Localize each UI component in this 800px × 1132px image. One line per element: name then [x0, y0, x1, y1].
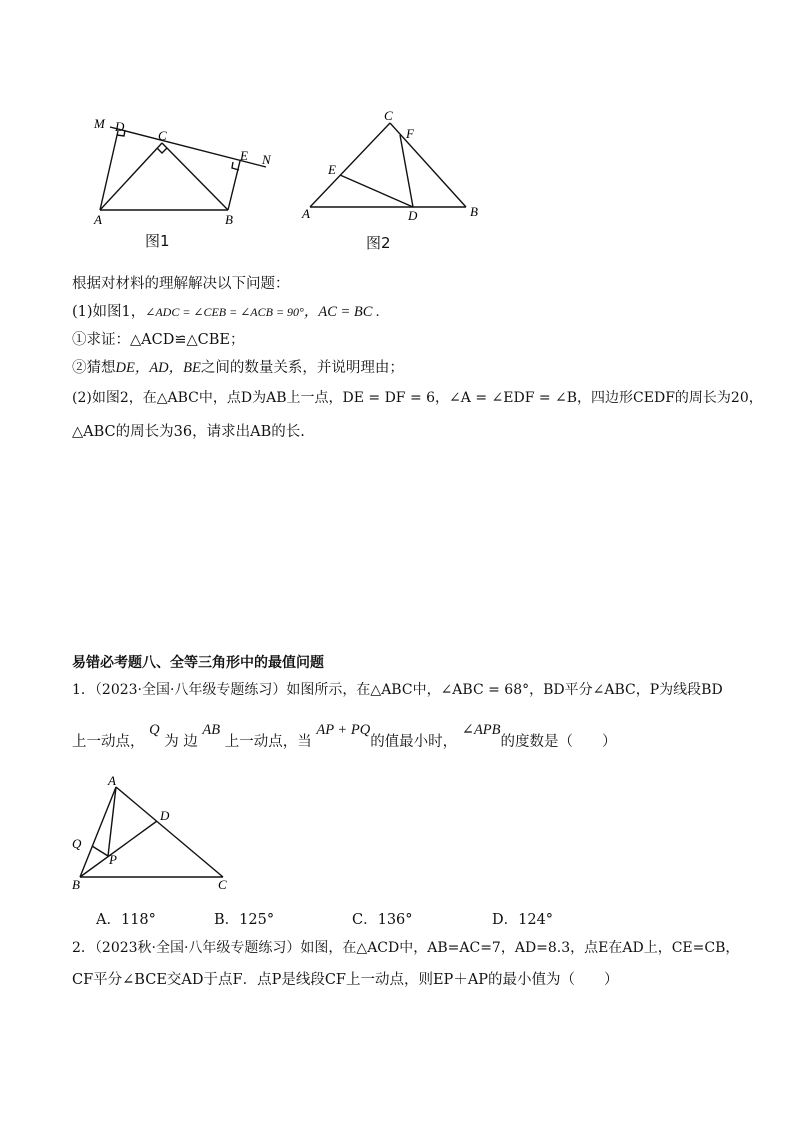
- label-b: B: [470, 204, 478, 219]
- segment-cb: [162, 143, 228, 210]
- problem-1-figure: [68, 772, 238, 892]
- q1-part-i: ①求证：△ACD≌△CBE；: [72, 332, 245, 348]
- p1-text-d: 的值最小时，: [370, 734, 458, 750]
- p1-text-a: 上一动点，: [72, 734, 145, 750]
- q1-ii-prefix: ②猜想: [72, 360, 116, 376]
- q2-line-2: △ABC的周长为36，请求出AB的长.: [72, 424, 305, 440]
- label-d: D: [160, 808, 170, 823]
- p1-text-b: 为 边: [164, 734, 198, 750]
- q1-condition: ∠ADC = ∠CEB = ∠ACB = 90°: [145, 305, 304, 319]
- q1-ii-vars: DE，AD，BE: [115, 360, 201, 376]
- label-a: A: [108, 773, 116, 788]
- label-e: E: [240, 148, 248, 163]
- p1-ab: AB: [202, 722, 221, 738]
- segment-cb: [390, 123, 466, 207]
- label-b: B: [72, 877, 80, 892]
- p1-q: Q: [149, 722, 160, 738]
- q2-line-1: (2)如图2，在△ABC中，点D为AB上一点，DE = DF = 6，∠A = ∠EDF = ∠B，四边形CEDF的周长为20，: [72, 390, 763, 406]
- p1-text-e: 的度数是（ ）: [500, 734, 617, 750]
- label-c: C: [384, 108, 393, 123]
- segment-ad: [100, 131, 118, 210]
- label-m: M: [94, 116, 105, 131]
- label-b: B: [225, 212, 233, 227]
- figure-1-caption: 图1: [145, 232, 170, 250]
- choice-b[interactable]: B．125°: [214, 912, 275, 928]
- label-e: E: [328, 162, 336, 177]
- segment-ac: [310, 123, 390, 207]
- problem-1-line-2: [72, 722, 617, 752]
- figure-2-caption: 图2: [366, 234, 391, 252]
- problem-2-line-2: CF平分∠BCE交AD于点F．点P是线段CF上一动点，则EP＋AP的最小值为（ ）: [72, 972, 619, 988]
- problem-1-line-1: 1．（2023·全国·八年级专题练习）如图所示，在△ABC中，∠ABC = 68°，BD平分∠ABC，P为线段BD: [72, 682, 723, 698]
- intro-text: 根据对材料的理解解决以下问题：: [72, 276, 290, 292]
- segment-ac: [116, 787, 223, 877]
- label-a: A: [302, 206, 310, 221]
- q1-prefix: (1)如图1，: [72, 304, 146, 320]
- segment-qp: [92, 846, 108, 856]
- label-q: Q: [72, 836, 82, 851]
- right-angle-c: [157, 148, 167, 153]
- p1-text-c: 上一动点，当: [224, 734, 312, 750]
- label-d: D: [408, 208, 418, 223]
- figure-1: [88, 110, 288, 230]
- figure-2: [296, 108, 496, 223]
- label-c: C: [218, 877, 227, 892]
- choice-c[interactable]: C．136°: [352, 912, 413, 928]
- label-a: A: [94, 212, 102, 227]
- problem-2-line-1: 2．（2023秋·全国·八年级专题练习）如图，在△ACD中，AB=AC=7，AD=8.3，点E在AD上，CE=CB，: [72, 940, 740, 956]
- choice-a[interactable]: A．118°: [96, 912, 156, 928]
- segment-ed: [340, 175, 413, 207]
- q1-part-ii: [72, 358, 404, 378]
- q1-line: [72, 302, 380, 322]
- section-title: 易错必考题八、全等三角形中的最值问题: [72, 655, 324, 671]
- label-f: F: [406, 126, 414, 141]
- q1-ii-suffix: 之间的数量关系，并说明理由；: [200, 360, 404, 376]
- label-d: D: [115, 119, 125, 134]
- q1-condition2: ，AC = BC .: [303, 304, 380, 320]
- p1-sum: AP + PQ: [316, 722, 371, 738]
- p1-angle: ∠APB: [461, 722, 501, 738]
- label-p: P: [109, 852, 117, 867]
- label-c: C: [158, 128, 167, 143]
- segment-ac: [100, 143, 162, 210]
- label-n: N: [262, 152, 271, 167]
- choice-d[interactable]: D．124°: [492, 912, 554, 928]
